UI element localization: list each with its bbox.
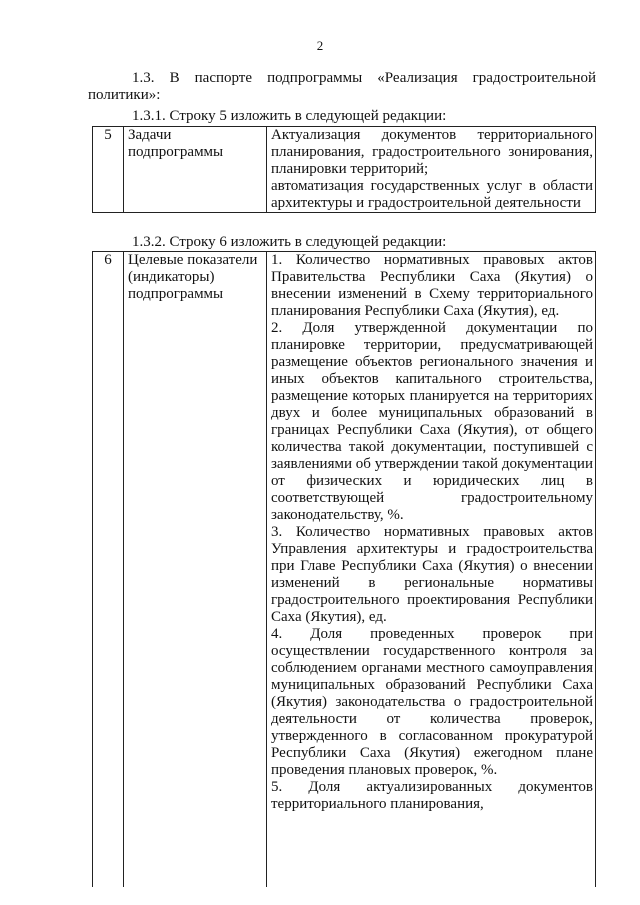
row-number: 6 [93, 252, 124, 888]
section-1-3-paragraph: 1.3. В паспорте подпрограммы «Реализация градостроительной политики»: [88, 70, 596, 103]
table-row [93, 252, 596, 888]
row-name: Целевые показатели (индикаторы) подпрограммы [124, 252, 267, 888]
section-1-3-2-paragraph: 1.3.2. Строку 6 изложить в следующей редакции: [132, 234, 447, 250]
content-line: Актуализация документов территориального планирования, градостроительного зонирования, планировки территорий; [271, 127, 593, 177]
indicator-item: 4. Доля проведенных проверок при осуществлении государственного контроля за соблюдением органами местного самоуправления муниципальных образований Республики Саха (Якутия) законодательства о градостроительной деятельности от количества проверок, утвержденного в согласованном прокуратурой Республики Саха (Якутия) ежегодном плане проведения плановых проверок, %. [271, 626, 593, 778]
page-number: 2 [316, 38, 324, 53]
row-content [267, 252, 596, 888]
indicator-item: 3. Количество нормативных правовых актов Управления архитектуры и градостроительства при Главе Республики Саха (Якутия) о внесении изменений в региональные нормативы градостроительного проектирования Республики Саха (Якутия), ед. [271, 524, 593, 625]
row-6-table [92, 251, 596, 887]
indicator-item: 1. Количество нормативных правовых актов Правительства Республики Саха (Якутия) о внесении изменений в Схему территориального планирования Республики Саха (Якутия), ед. [271, 252, 593, 319]
table-row [93, 127, 596, 213]
row-content [267, 127, 596, 213]
indicator-item: 5. Доля актуализированных документов территориального планирования, [271, 779, 593, 812]
row-5-table [92, 126, 596, 213]
row-name: Задачи подпрограммы [124, 127, 267, 213]
content-line: автоматизация государственных услуг в области архитектуры и градостроительной деятельности [271, 178, 593, 211]
indicator-item: 2. Доля утвержденной документации по планировке территории, предусматривающей размещение объектов регионального значения и иных объектов капитального строительства, размещение которых планируется на территориях двух и более муниципальных образований в границах Республики Саха (Якутия), от общего количества такой документации, поступившей с заявлениями об утверждении такой документации от физических и юридических лиц в соответствующей градостроительному законодательству, %. [271, 320, 593, 523]
section-1-3-1-paragraph: 1.3.1. Строку 5 изложить в следующей редакции: [132, 108, 447, 124]
row-number: 5 [93, 127, 124, 213]
